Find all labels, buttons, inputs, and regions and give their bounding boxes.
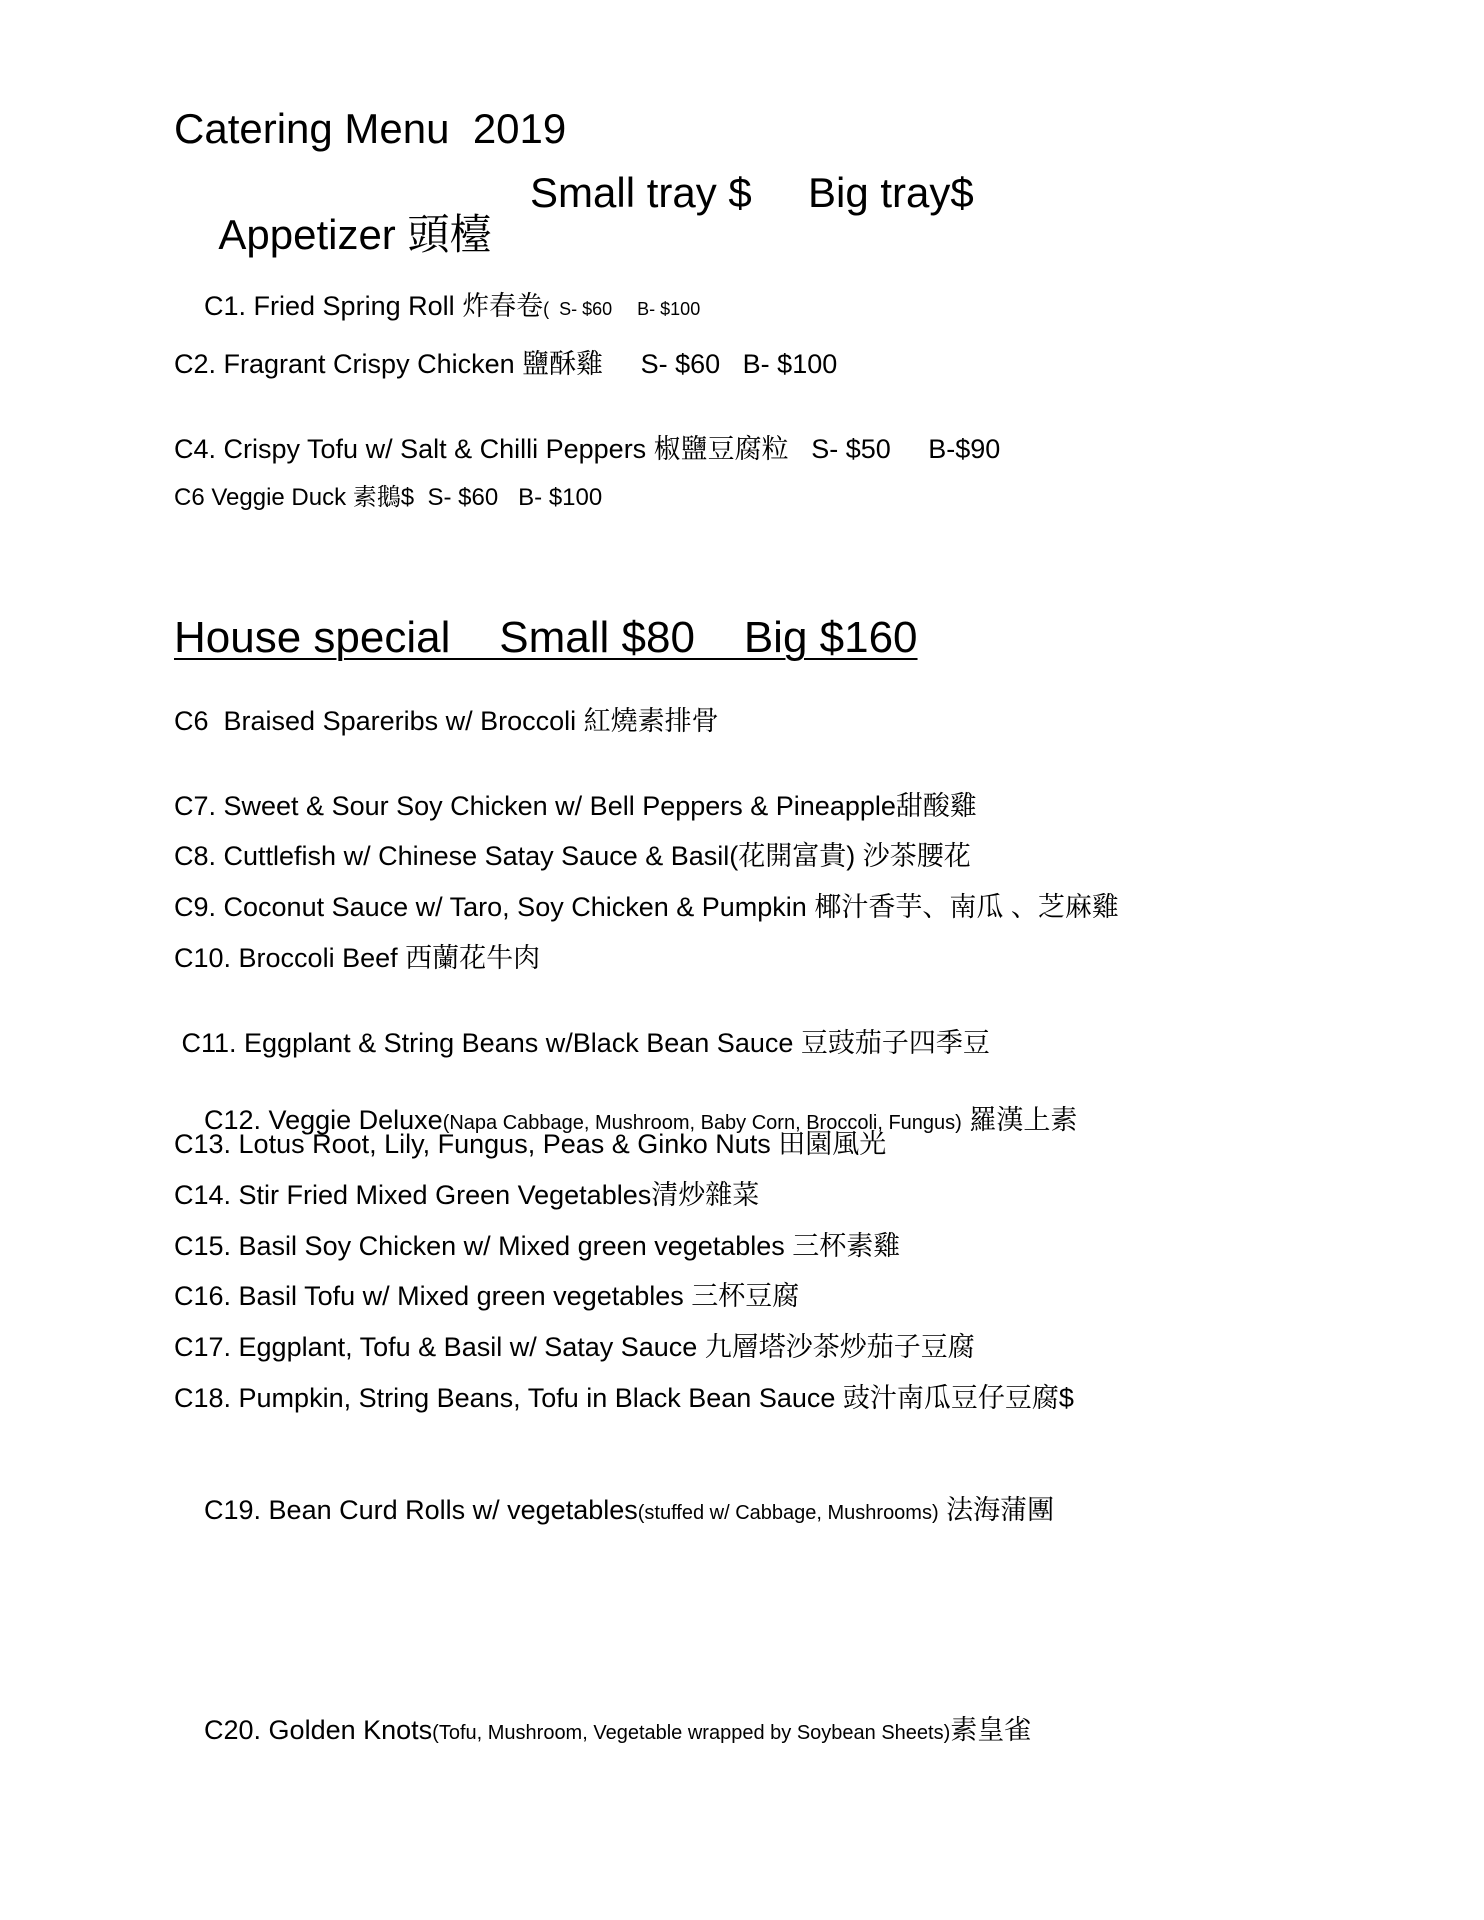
house-special-heading: House special Small $80 Big $160: [174, 613, 918, 662]
menu-item-c2: C2. Fragrant Crispy Chicken 鹽酥雞 S- $60 B- $100: [174, 349, 838, 379]
c20-detail: (Tofu, Mushroom, Vegetable wrapped by Soybean Sheets): [432, 1722, 951, 1744]
menu-item-c10: C10. Broccoli Beef 西蘭花牛肉: [174, 943, 541, 973]
c19-detail: (stuffed w/ Cabbage, Mushrooms): [637, 1502, 939, 1524]
appetizer-heading: Appetizer 頭檯: [218, 211, 492, 258]
menu-item-c11: C11. Eggplant & String Beans w/Black Bean Sauce 豆豉茄子四季豆: [174, 1028, 990, 1058]
menu-item-c16: C16. Basil Tofu w/ Mixed green vegetables 三杯豆腐: [174, 1281, 800, 1311]
c19-chinese: 法海蒲團: [938, 1495, 1055, 1525]
menu-item-c18: C18. Pumpkin, String Beans, Tofu in Black Bean Sauce 豉汁南瓜豆仔豆腐$: [174, 1383, 1074, 1413]
c12-name: C12. Veggie Deluxe: [204, 1105, 443, 1135]
menu-item-c14: C14. Stir Fried Mixed Green Vegetables清炒雜菜: [174, 1180, 760, 1210]
menu-item-c7: C7. Sweet & Sour Soy Chicken w/ Bell Peppers & Pineapple甜酸雞: [174, 791, 977, 821]
menu-item-c13: C13. Lotus Root, Lily, Fungus, Peas & Ginko Nuts 田園風光: [174, 1129, 887, 1159]
menu-item-c6-duck: C6 Veggie Duck 素鵝$ S- $60 B- $100: [174, 484, 603, 511]
c12-detail: (Napa Cabbage, Mushroom, Baby Corn, Broccoli, Fungus): [442, 1112, 962, 1134]
menu-item-c4: C4. Crispy Tofu w/ Salt & Chilli Peppers 椒鹽豆腐粒 S- $50 B-$90: [174, 434, 1001, 464]
menu-item-c9: C9. Coconut Sauce w/ Taro, Soy Chicken & Pumpkin 椰汁香芋、南瓜 、芝麻雞: [174, 892, 1119, 922]
menu-item-c17: C17. Eggplant, Tofu & Basil w/ Satay Sauce 九層塔沙茶炒茄子豆腐: [174, 1332, 975, 1362]
c12-chinese: 羅漢上素: [961, 1105, 1078, 1135]
c1-name: C1. Fried Spring Roll 炸春卷: [204, 291, 544, 321]
menu-title: Catering Menu 2019: [174, 105, 567, 152]
menu-item-c15: C15. Basil Soy Chicken w/ Mixed green vegetables 三杯素雞: [174, 1231, 901, 1261]
menu-item-c8: C8. Cuttlefish w/ Chinese Satay Sauce & Basil(花開富貴) 沙茶腰花: [174, 841, 971, 871]
c1-prices: ( S- $60 B- $100: [543, 299, 701, 319]
c20-name: C20. Golden Knots: [204, 1715, 433, 1745]
big-tray-label: Big tray$: [808, 169, 974, 216]
menu-item-c19: [174, 1470, 1054, 1551]
menu-item-c20: [174, 1690, 1031, 1771]
c20-chinese: 素皇雀: [950, 1715, 1032, 1745]
small-tray-label: Small tray $: [530, 169, 752, 216]
c19-name: C19. Bean Curd Rolls w/ vegetables: [204, 1495, 638, 1525]
menu-item-c1: [174, 266, 700, 347]
menu-item-c6: C6 Braised Spareribs w/ Broccoli 紅燒素排骨: [174, 706, 719, 736]
